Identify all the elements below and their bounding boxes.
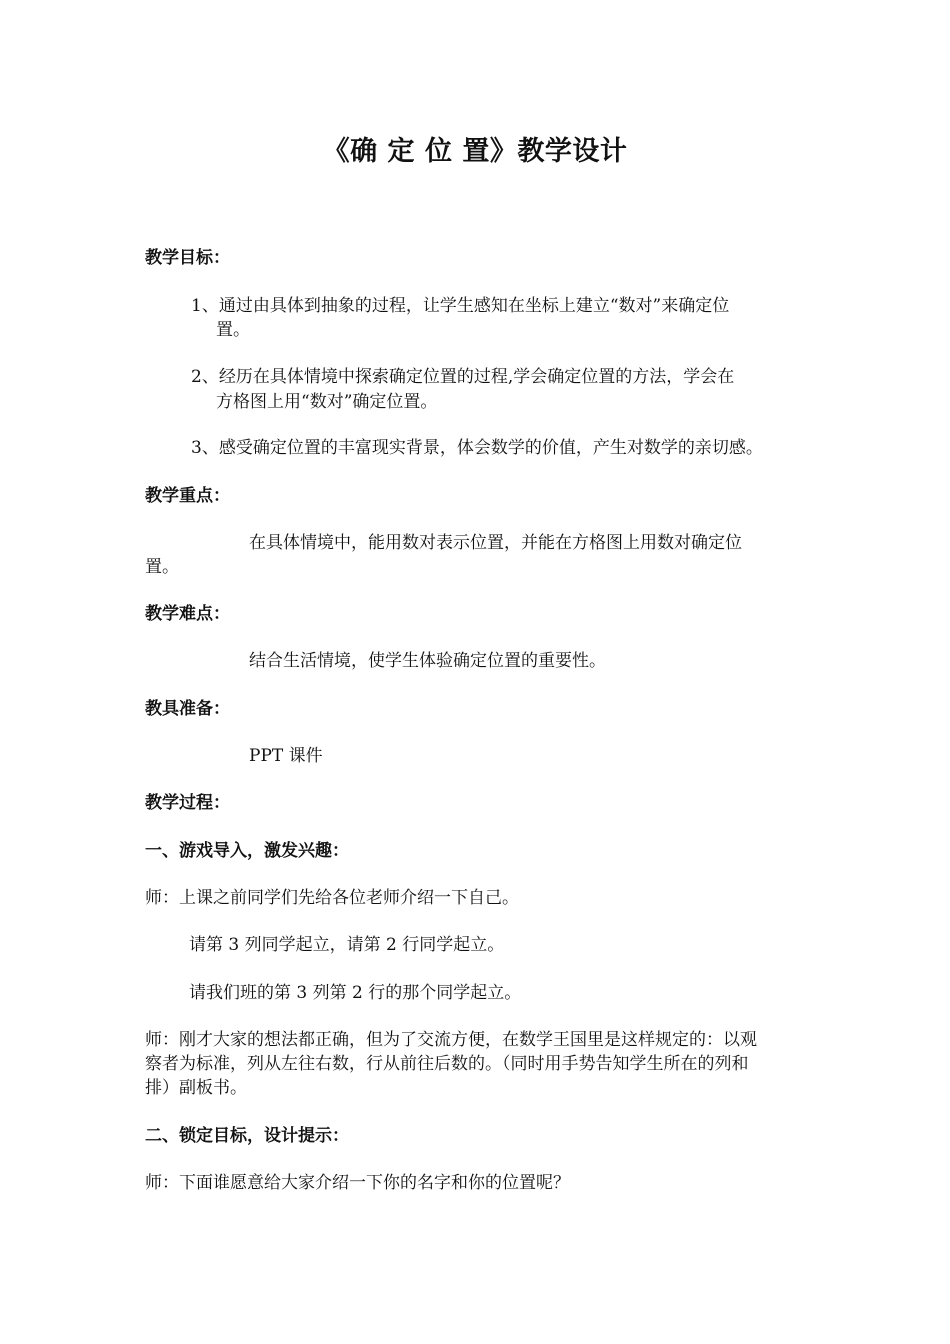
objective-2-line-2: 方格图上用“数对”确定位置。 [216,392,438,412]
section-1-paragraph-line-2: 察者为标准，列从左往右数，行从前往后数的。（同时用手势告知学生所在的列和 [145,1054,749,1074]
section-1-paragraph-line-3: 排）副板书。 [145,1078,247,1098]
materials-heading: 教具准备： [145,699,230,719]
section-1-paragraph-line-1: 师：刚才大家的想法都正确，但为了交流方便，在数学王国里是这样规定的：以观 [145,1030,757,1050]
section-1-line-2: 请第 3 列同学起立，请第 2 行同学起立。 [189,935,505,955]
process-heading: 教学过程： [145,793,230,813]
objective-1-line-2: 置。 [216,320,250,340]
objective-2-line-1: 2、经历在具体情境中探索确定位置的过程,学会确定位置的方法，学会在 [191,367,735,387]
document-title: 《确 定 位 置》教学设计 [322,136,628,167]
section-2-heading: 二、锁定目标，设计提示： [145,1126,349,1146]
key-points-line-2: 置。 [145,557,179,577]
objective-1-line-1: 1、通过由具体到抽象的过程，让学生感知在坐标上建立“数对”来确定位 [191,296,730,316]
key-points-line-1: 在具体情境中，能用数对表示位置，并能在方格图上用数对确定位 [249,533,742,553]
key-points-heading: 教学重点： [145,486,230,506]
section-1-line-3: 请我们班的第 3 列第 2 行的那个同学起立。 [189,983,522,1003]
section-1-line-1: 师：上课之前同学们先给各位老师介绍一下自己。 [145,888,519,908]
difficulties-heading: 教学难点： [145,604,230,624]
section-1-heading: 一、游戏导入，激发兴趣： [145,841,349,861]
materials-text: PPT 课件 [249,746,323,766]
difficulties-text: 结合生活情境，使学生体验确定位置的重要性。 [249,651,606,671]
objective-3: 3、感受确定位置的丰富现实背景，体会数学的价值，产生对数学的亲切感。 [191,438,763,458]
section-2-line-1: 师：下面谁愿意给大家介绍一下你的名字和你的位置呢？ [145,1173,570,1193]
objectives-heading: 教学目标： [145,248,230,268]
